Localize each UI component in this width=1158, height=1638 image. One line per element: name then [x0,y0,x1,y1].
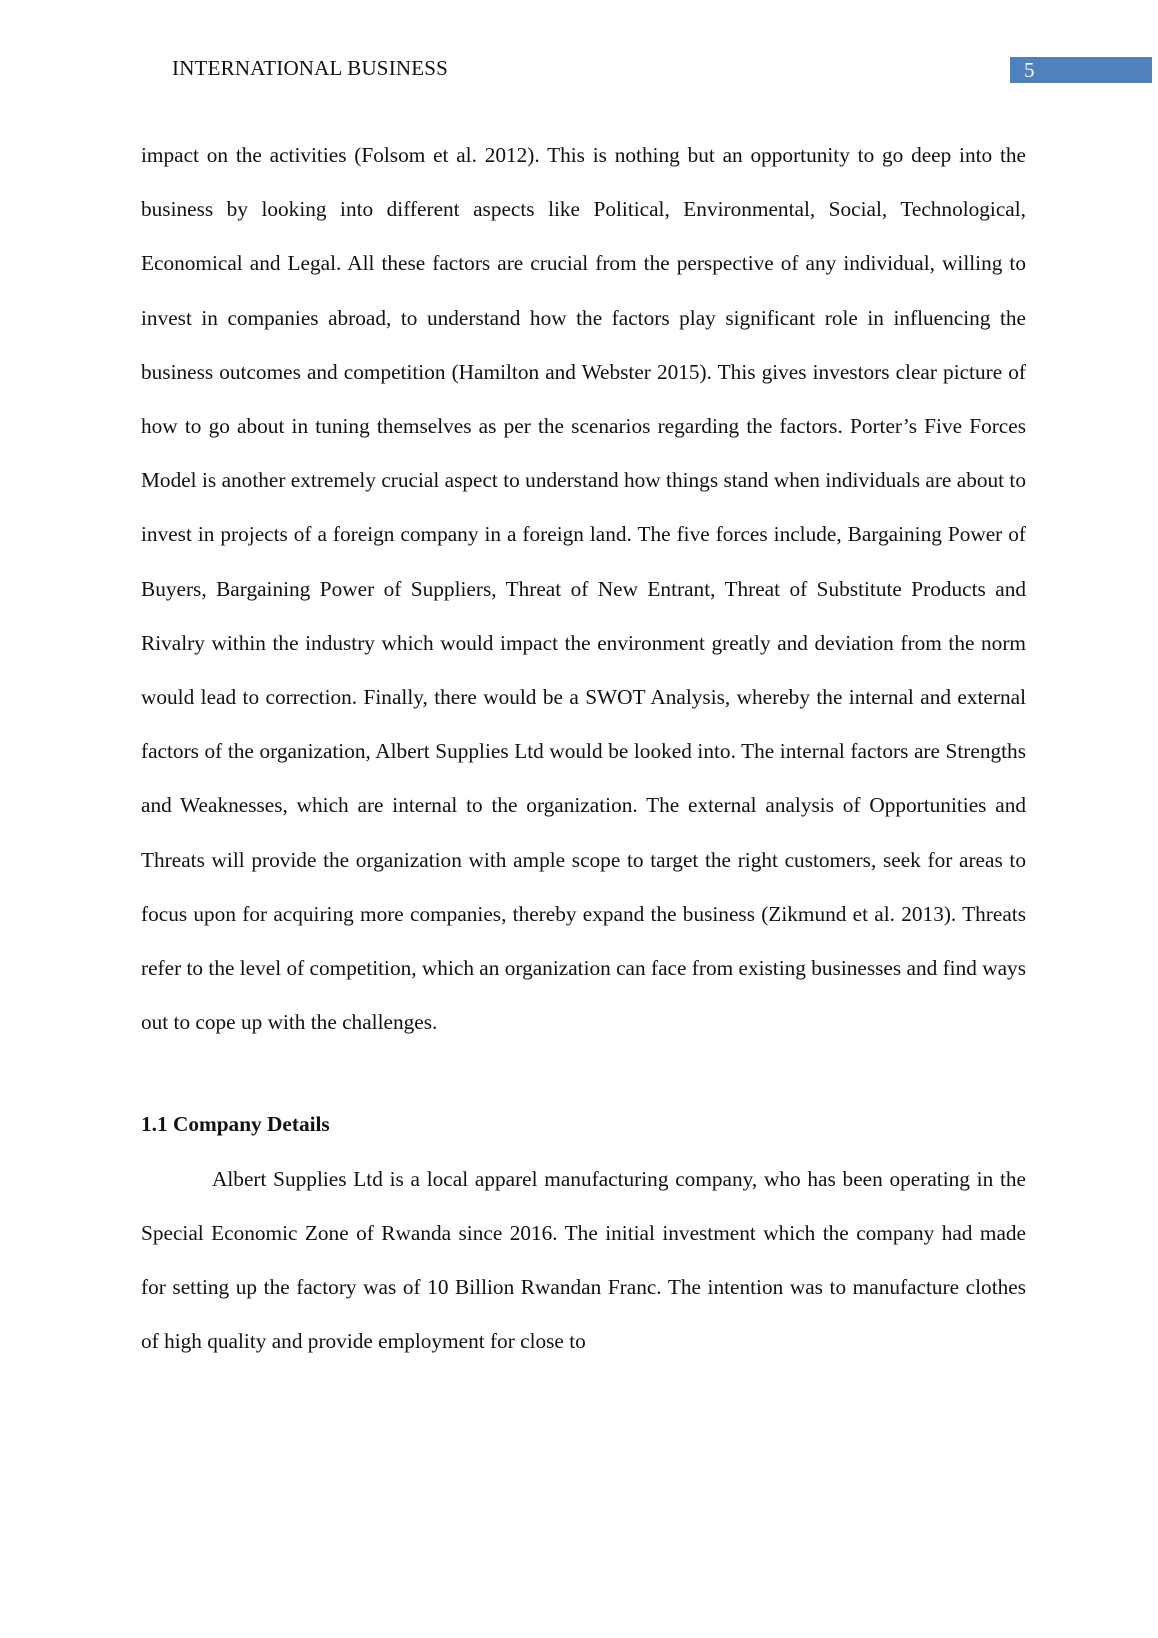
page-number-bar [1010,57,1152,83]
page-number: 5 [1024,58,1035,82]
section-heading: 1.1 Company Details [141,1112,330,1137]
running-header-title: INTERNATIONAL BUSINESS [172,56,449,80]
body-paragraph: Albert Supplies Ltd is a local apparel manufacturing company, who has been operating in the Special Economic Zone of Rwanda since 2016. The initial investment which the company had made for setting up the factory was of 10 Billion Rwandan Franc. The intention was to manufacture clothes of high quality and provide employment for close to [141,1166,1026,1354]
document-body [141,128,1026,1368]
body-paragraph: impact on the activities (Folsom et al. 2012). This is nothing but an opportunity to go deep into the business by looking into different aspects like Political, Environmental, Social, Technological, Economical and Legal. All these factors are crucial from the perspective of any individual, willing to invest in companies abroad, to understand how the factors play significant role in influencing the business outcomes and competition (Hamilton and Webster 2015). This gives investors clear picture of how to go about in tuning themselves as per the scenarios regarding the factors. Porter’s Five Forces Model is another extremely crucial aspect to understand how things stand when individuals are about to invest in projects of a foreign company in a foreign land. The five forces include, Bargaining Power of Buyers, Bargaining Power of Suppliers, Threat of New Entrant, Threat of Substitute Products and Rivalry within the industry which would impact the environment greatly and deviation from the norm would lead to correction. Finally, there would be a SWOT Analysis, whereby the internal and external factors of the organization, Albert Supplies Ltd would be looked into. The internal factors are Strengths and Weaknesses, which are internal to the organization. The external analysis of Opportunities and Threats will provide the organization with ample scope to target the right customers, seek for areas to focus upon for acquiring more companies, thereby expand the business (Zikmund et al. 2013). Threats refer to the level of competition, which an organization can face from existing businesses and find ways out to cope up with the challenges. [141,143,1026,1035]
